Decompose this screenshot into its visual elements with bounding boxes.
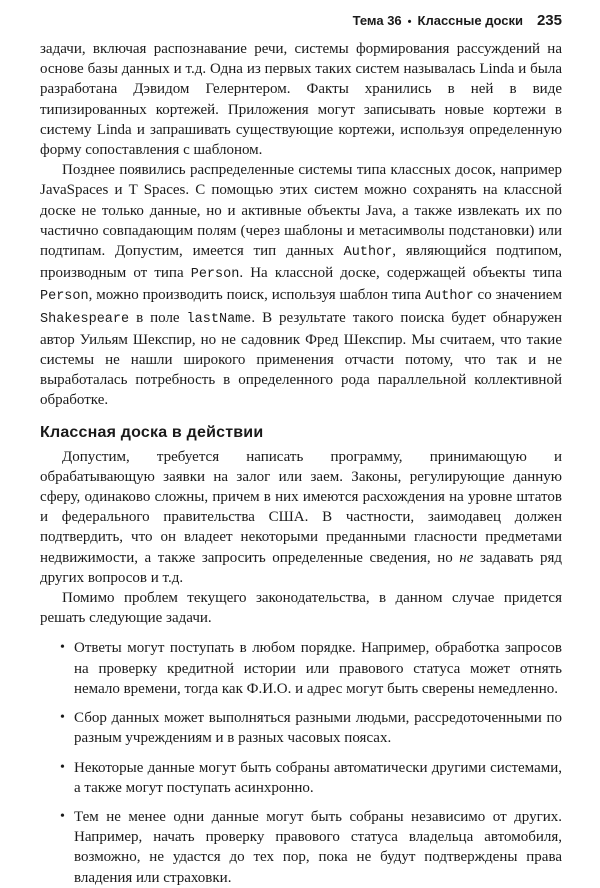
code-lastname: lastName	[186, 311, 252, 327]
emphasis: не	[459, 549, 474, 566]
code-author: Author	[425, 289, 474, 305]
list-item	[40, 807, 562, 888]
bullet-icon: •	[60, 710, 65, 726]
running-header	[40, 0, 562, 28]
list-item	[40, 708, 562, 748]
bullet-icon: •	[60, 759, 65, 775]
text-run: Позднее появились распределенные системы типа классных досок, например JavaSpaces и T Spaces. С помощью этих систем можно сохранять на классной доске не только данные, но и активные объекты Java, а также извлекать их по частично совпадающим полям (через шаблоны и метасимволы подстановки) или подтипам. Допустим, имеется тип данных	[40, 162, 562, 260]
code-person: Person	[40, 289, 89, 305]
code-person: Person	[190, 267, 240, 283]
section-heading: Классная доска в действии	[40, 423, 264, 441]
text-run: со значением	[473, 287, 562, 304]
list-item-text: Ответы могут поступать в любом порядке. Например, обработка запросов на проверку кредитной истории или правового статуса может отнять немало времени, тогда как Ф.И.О. и адрес могут быть сверены немедленно.	[74, 640, 562, 697]
text-run: Допустим, требуется написать программу, принимающую и обрабатывающую заявки на залог или заем. Законы, регулирующие данную сферу, одинаково сложны, причем в них имеются расхождения на уровне штатов и федерального правительства США. В частности, заимодавец должен подтвердить, что он владеет некоторыми преданными гласности предметами недвижимости, а также запросить определенные сведения, но	[40, 448, 562, 566]
page-number: 235	[536, 12, 562, 29]
list-item-text: Сбор данных может выполняться разными людьми, рассредоточенными по разным учреждениям и в разных часовых поясах.	[74, 710, 562, 747]
bullet-icon: •	[60, 640, 65, 656]
text-run: . В результате такого поиска будет обнаружен автор Уильям Шекспир, но не садовник Фред Шекспир. Мы считаем, что такие системы не нашли широкого применения отчасти потому, что так и не выработалась потребность в определенного рода параллельной коллективной обработке.	[40, 309, 563, 409]
header-separator: •	[407, 16, 412, 28]
bullet-list	[40, 638, 562, 887]
text-run: задавать ряд других вопросов и т.д.	[40, 549, 562, 586]
code-shakespeare: Shakespeare	[40, 311, 130, 327]
text-run: . На классной доске, содержащей объекты типа	[239, 265, 562, 282]
bullet-icon: •	[60, 808, 65, 824]
paragraph-3	[40, 447, 562, 588]
chapter-title: Классные доски	[417, 13, 523, 28]
text-run: в поле	[129, 309, 187, 326]
text-run: , являющийся подтипом, производным от типа	[40, 243, 562, 282]
code-author: Author	[343, 245, 393, 261]
list-item	[40, 638, 562, 699]
paragraph-2	[40, 160, 562, 410]
paragraph-4: Помимо проблем текущего законодательства, в данном случае придется решать следующие задачи.	[40, 590, 562, 627]
list-item	[40, 758, 562, 798]
paragraph-1: задачи, включая распознавание речи, системы формирования рассуждений на основе базы данных и т.д. Одна из первых таких систем называлась Linda и была разработана Дэвидом Гелернтером. Факты хранились в ней в виде типизированных кортежей. Приложения могут записывать новые кортежи в систему Linda и запрашивать существующие кортежи, используя определенную форму сопоставления с шаблоном.	[40, 41, 562, 159]
page-body	[40, 39, 562, 888]
list-item-text: Некоторые данные могут быть собраны автоматически другими системами, а также могут поступать асинхронно.	[74, 759, 562, 796]
chapter-label: Тема 36	[352, 13, 402, 28]
list-item-text: Тем не менее одни данные могут быть собраны независимо от других. Например, начать проверку правового статуса владельца автомобиля, возможно, не удастся до тех пор, пока не будут подтверждены права владения или страховки.	[74, 808, 562, 886]
text-run: , можно производить поиск, используя шаблон типа	[88, 287, 426, 304]
